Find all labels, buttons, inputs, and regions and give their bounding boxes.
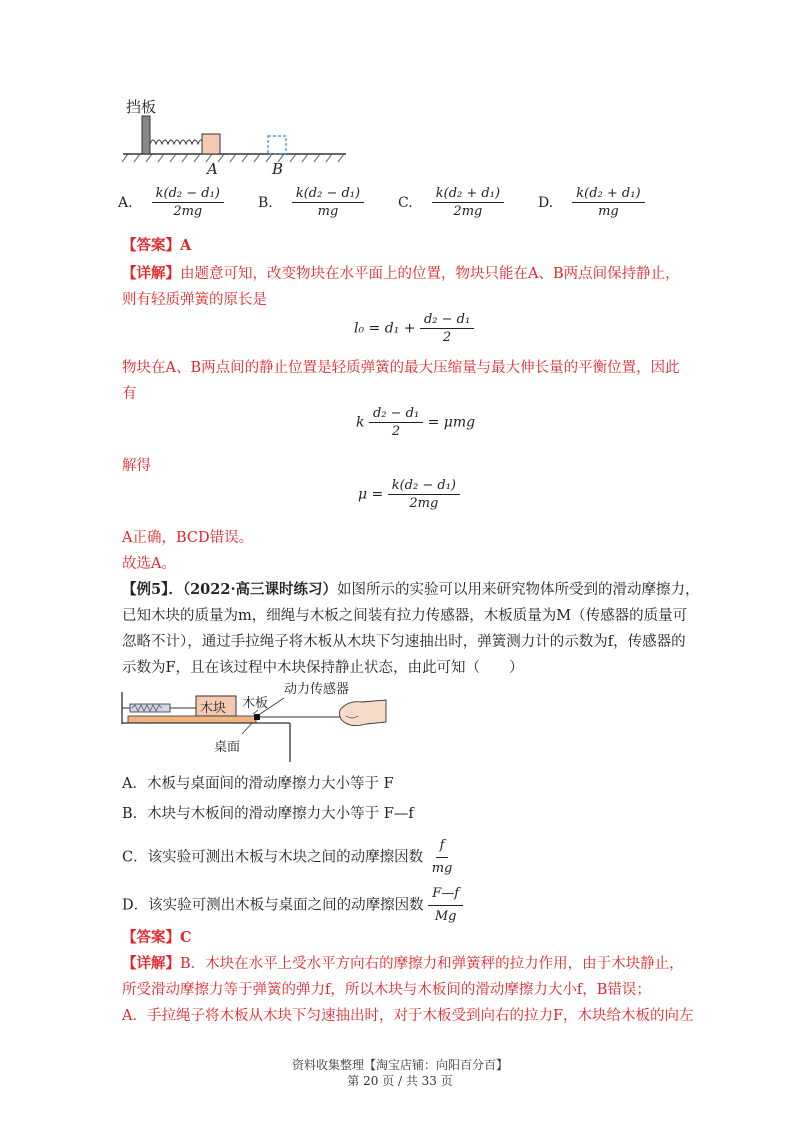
example-5-line-3: 忽略不计），通过手拉绳子将木板从木块下匀速抽出时，弹簧测力计的示数为f，传感器的 xyxy=(122,634,686,650)
option-b: B. $\frac{\text{k(d₂ − d₁)}}{mg}$ xyxy=(258,186,364,219)
answer-1: 【答案】A xyxy=(122,237,192,254)
option-a: A. $\frac{\text{k(d₂ − d₁)}}{2mg}$ xyxy=(118,186,224,219)
options-row-1 xyxy=(118,186,718,226)
equation-balance: k $\frac{\text{d₂ − d₁}}{2}$ = μmg xyxy=(356,406,476,439)
detail-1-line-4: 有 xyxy=(122,386,137,402)
example-5-line-2: 已知木块的质量为m，细绳与木板之间装有拉力传感器，木板质量为M（传感器的质量可 xyxy=(122,608,688,624)
answer-2: 【答案】C xyxy=(122,929,192,946)
option-b-fraction: $\frac{\text{k(d₂ − d₁)}}{mg}$ xyxy=(292,186,364,219)
option-d: D. $\frac{\text{k(d₂ + d₁)}}{mg}$ xyxy=(538,186,645,219)
example-5-line-4: 示数为F，且在该过程中木块保持静止状态，由此可知（ ） xyxy=(122,660,524,676)
point-a-label: A xyxy=(207,160,218,178)
force-sensor xyxy=(254,714,260,720)
detail-2-line-2: 所受滑动摩擦力等于弹簧的弹力f，所以木块与木板间的滑动摩擦力大小f，B错误； xyxy=(122,982,651,998)
option-2-b: B．木块与木板间的滑动摩擦力大小等于 F—f xyxy=(122,806,414,822)
detail-1-line-3: 物块在A、B两点间的静止位置是轻质弹簧的最大压缩量与最大伸长量的平衡位置，因此 xyxy=(122,360,680,376)
detail-2-line-3: A．手拉绳子将木板从木块下匀速抽出时，对于木板受到向右的拉力F，木块给木板的向左 xyxy=(122,1008,694,1024)
figure-friction-setup xyxy=(118,680,388,762)
detail-1-line-1: 【详解】由题意可知，改变物块在水平面上的位置，物块只能在A、B两点间保持静止， xyxy=(122,265,680,282)
option-2-c: C．该实验可测出木板与木块之间的动摩擦因数 $\frac{f}{mg}$ xyxy=(122,838,453,876)
option-c: C. $\frac{\text{k(d₂ + d₁)}}{2mg}$ xyxy=(398,186,504,219)
option-d-fraction: $\frac{\text{k(d₂ + d₁)}}{mg}$ xyxy=(572,186,644,219)
block-label: 木块 xyxy=(200,701,227,716)
detail-2-line-1: 【详解】B．木块在水平上受水平方向右的摩擦力和弹簧秤的拉力作用，由于木块静止， xyxy=(122,955,684,972)
detail-1-line-6: A正确，BCD错误。 xyxy=(122,530,254,546)
board-label: 木板 xyxy=(242,696,269,711)
baffle-plate xyxy=(142,116,150,154)
option-a-fraction: $\frac{\text{k(d₂ − d₁)}}{2mg}$ xyxy=(152,186,224,219)
detail-1-line-5: 解得 xyxy=(122,458,151,474)
point-b-label: B xyxy=(272,160,284,178)
footer-source: 资料收集整理【淘宝店铺：向阳百分百】 xyxy=(291,1058,508,1072)
block-a xyxy=(202,134,220,154)
option-2-a: A．木板与桌面间的滑动摩擦力大小等于 F xyxy=(122,776,394,792)
footer-page-number: 第 20 页 / 共 33 页 xyxy=(347,1074,453,1088)
table-label: 桌面 xyxy=(214,740,241,755)
figure-spring-block xyxy=(118,92,358,182)
equation-mu: μ = $\frac{\text{k(d₂ − d₁)}}{2mg}$ xyxy=(358,478,460,511)
baffle-label: 挡板 xyxy=(126,98,157,116)
example-5-line-1: 【例5】．（2022·高三课时练习）如图所示的实验可以用来研究物体所受到的滑动摩擦力， xyxy=(122,581,700,598)
wooden-board xyxy=(128,716,256,723)
equation-natural-length: l₀ = d₁ + $\frac{\text{d₂ − d₁}}{2}$ xyxy=(354,312,474,345)
block-b-dashed xyxy=(268,136,286,154)
sensor-label: 动力传感器 xyxy=(284,682,350,697)
detail-1-line-2: 则有轻质弹簧的原长是 xyxy=(122,292,267,308)
option-2-d: D．该实验可测出木板与桌面之间的动摩擦因数 $\frac{F—f}{Mg}$ xyxy=(122,884,463,927)
detail-1-line-7: 故选A。 xyxy=(122,556,176,572)
option-c-fraction: $\frac{\text{k(d₂ + d₁)}}{2mg}$ xyxy=(432,186,504,219)
hand-icon xyxy=(340,700,387,726)
